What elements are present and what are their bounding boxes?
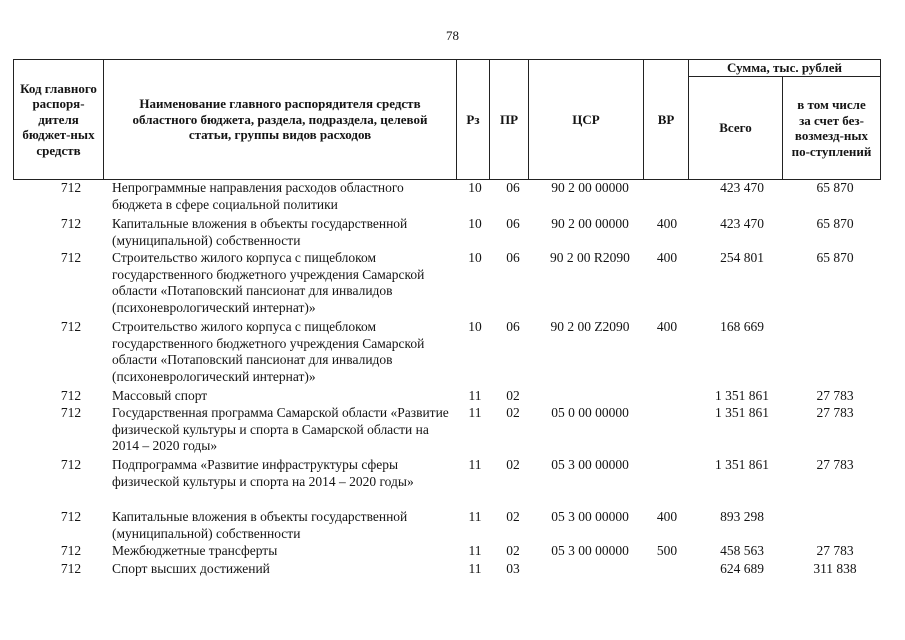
header-total: Всего	[719, 120, 752, 136]
row-code: 712	[60, 509, 82, 524]
row-total: 168 669	[720, 319, 764, 334]
row-name: Непрограммные направления расходов областного бюджета в сфере социальной политики	[112, 180, 404, 212]
row-rz: 10	[468, 319, 482, 334]
row-name: Строительство жилого корпуса с пищеблоком государственного бюджетного учреждения Самарской области «Потаповский пансионат для инвалидов (психоневрологический интернат)»	[112, 250, 425, 315]
row-csr: 90 2 00 00000	[551, 216, 629, 231]
row-total: 1 351 861	[715, 388, 769, 403]
row-pr: 02	[506, 509, 520, 524]
row-csr: 90 2 00 Z2090	[550, 319, 630, 334]
row-pr: 06	[506, 250, 520, 265]
row-csr: 05 3 00 00000	[551, 457, 629, 472]
row-rz: 10	[468, 250, 482, 265]
row-pr: 03	[506, 561, 520, 576]
row-vr: 400	[656, 509, 678, 524]
header-free: в том числе за счет без-возмезд-ных по-ступлений	[791, 97, 872, 159]
row-name: Спорт высших достижений	[112, 561, 270, 576]
row-csr: 05 3 00 00000	[551, 543, 629, 558]
row-total: 1 351 861	[715, 405, 769, 420]
row-free: 65 870	[816, 216, 854, 231]
row-pr: 06	[506, 216, 520, 231]
header-vr: ВР	[657, 111, 675, 127]
row-rz: 11	[468, 561, 482, 576]
row-csr: 05 3 00 00000	[551, 509, 629, 524]
header-code: Код главного распоря-дителя бюджет-ных средств	[20, 80, 97, 158]
row-pr: 02	[506, 543, 520, 558]
row-code: 712	[60, 561, 82, 576]
row-total: 423 470	[720, 180, 764, 195]
row-rz: 10	[468, 180, 482, 195]
row-free: 65 870	[816, 180, 854, 195]
row-pr: 02	[506, 388, 520, 403]
row-csr: 90 2 00 R2090	[550, 250, 630, 265]
row-rz: 11	[468, 543, 482, 558]
row-code: 712	[60, 180, 82, 195]
row-pr: 06	[506, 319, 520, 334]
row-free: 27 783	[816, 543, 854, 558]
row-csr: 90 2 00 00000	[551, 180, 629, 195]
header-sum-group: Сумма, тыс. рублей	[727, 60, 842, 76]
row-free: 65 870	[816, 250, 854, 265]
row-name: Строительство жилого корпуса с пищеблоком государственного бюджетного учреждения Самарской области «Потаповский пансионат для инвалидов (психоневрологический интернат)»	[112, 319, 425, 384]
row-total: 1 351 861	[715, 457, 769, 472]
row-rz: 10	[468, 216, 482, 231]
row-pr: 02	[506, 405, 520, 420]
header-csr: ЦСР	[572, 111, 600, 127]
row-free: 311 838	[813, 561, 857, 576]
row-free: 27 783	[816, 388, 854, 403]
row-rz: 11	[468, 509, 482, 524]
row-free: 27 783	[816, 457, 854, 472]
row-code: 712	[60, 250, 82, 265]
row-code: 712	[60, 319, 82, 334]
row-total: 624 689	[720, 561, 764, 576]
header-name: Наименование главного распорядителя средств областного бюджета, раздела, подраздела, целевой статьи, группы видов расходов	[132, 96, 428, 143]
row-code: 712	[60, 216, 82, 231]
row-pr: 02	[506, 457, 520, 472]
row-total: 893 298	[720, 509, 764, 524]
row-rz: 11	[468, 405, 482, 420]
row-name: Капитальные вложения в объекты государственной (муниципальной) собственности	[112, 216, 408, 248]
row-name: Межбюджетные трансферты	[112, 543, 278, 558]
row-vr: 400	[656, 319, 678, 334]
row-name: Подпрограмма «Развитие инфраструктуры сферы физической культуры и спорта на 2014 – 2020 годы»	[112, 457, 414, 489]
row-code: 712	[60, 388, 82, 403]
row-name: Капитальные вложения в объекты государственной (муниципальной) собственности	[112, 509, 408, 541]
row-rz: 11	[468, 457, 482, 472]
row-rz: 11	[468, 388, 482, 403]
row-name: Массовый спорт	[112, 388, 208, 403]
row-vr: 400	[656, 250, 678, 265]
row-code: 712	[60, 543, 82, 558]
row-total: 254 801	[720, 250, 764, 265]
row-free: 27 783	[816, 405, 854, 420]
row-total: 423 470	[720, 216, 764, 231]
row-vr: 400	[656, 216, 678, 231]
row-code: 712	[60, 457, 82, 472]
row-name: Государственная программа Самарской области «Развитие физической культуры и спорта в Самарской области на 2014 – 2020 годы»	[112, 405, 449, 453]
header-rz: Рз	[466, 111, 480, 127]
row-csr: 05 0 00 00000	[551, 405, 629, 420]
row-code: 712	[60, 405, 82, 420]
row-pr: 06	[506, 180, 520, 195]
header-pr: ПР	[499, 111, 519, 127]
page-number: 78	[446, 28, 459, 43]
row-vr: 500	[656, 543, 678, 558]
row-total: 458 563	[720, 543, 764, 558]
